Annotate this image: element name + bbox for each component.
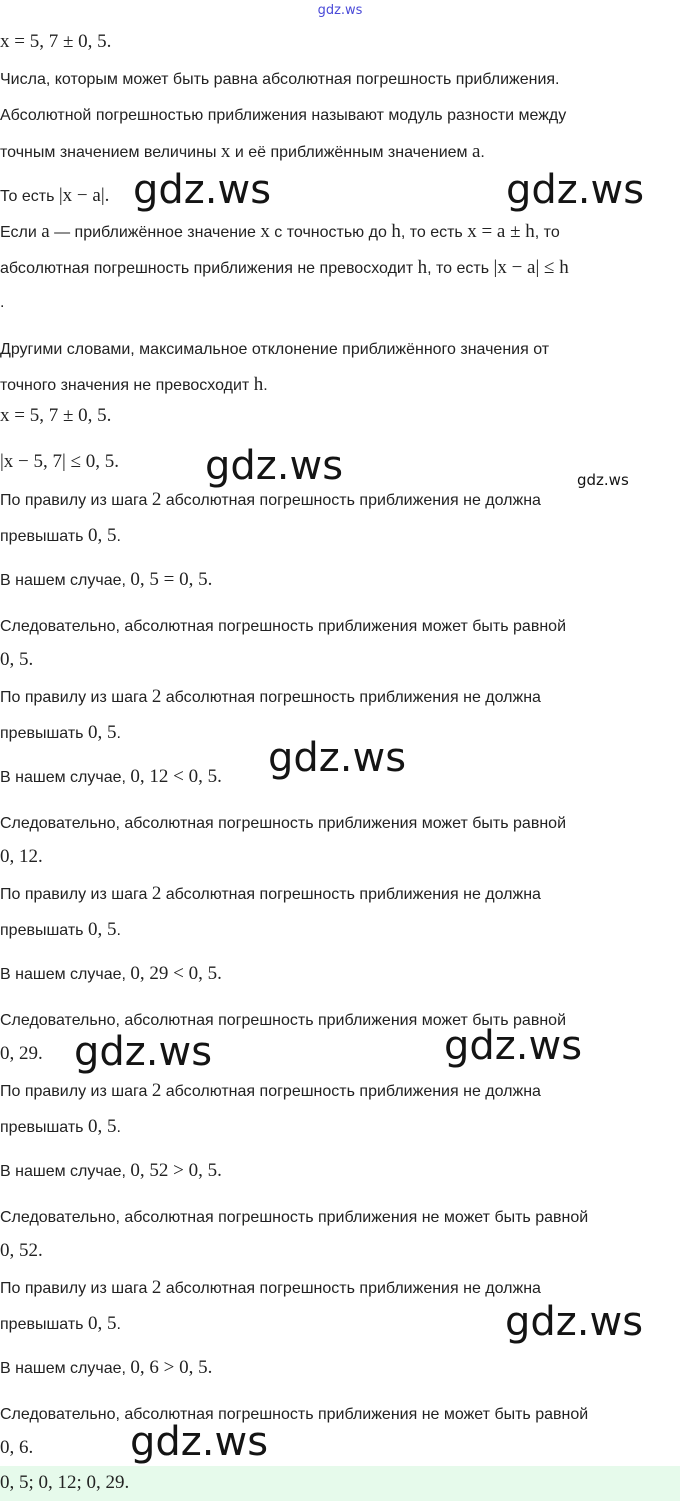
text: превышать [0,922,88,939]
var-x: x [220,141,231,162]
conclusion-value: 0, 5. [0,649,34,670]
rule-line [0,687,541,708]
text: . [116,528,121,545]
task-heading: Числа, которым может быть равна абсолютная погрешность приближения. [0,71,560,88]
comparison: 0, 12 < 0, 5. [130,766,222,787]
text: с точностью до [269,224,392,241]
var-h: h [417,257,428,278]
text: По правилу из шага [0,492,152,509]
text: . [116,1119,121,1136]
conclusion-value: 0, 52. [0,1240,43,1261]
answer-value: 0, 5; 0, 12; 0, 29. [0,1472,130,1493]
watermark: gdz.ws [506,167,645,213]
text: В нашем случае, [0,572,131,589]
comparison: 0, 5 = 0, 5. [130,569,213,590]
step-number: 2 [151,489,162,510]
text: По правилу из шага [0,689,152,706]
conclusion-line: Следовательно, абсолютная погрешность приближения может быть равной [0,815,566,832]
case-line [0,767,222,788]
definition-line-1: Абсолютной погрешностью приближения называют модуль разности между [0,107,567,124]
text: Если [0,224,42,241]
definition-line-2 [0,142,485,163]
watermark: gdz.ws [130,1419,269,1465]
given-expression: x = 5, 7 ± 0, 5. [0,405,112,426]
case-line [0,1161,222,1182]
conclusion-line: Следовательно, абсолютная погрешность приближения не может быть равной [0,1209,589,1226]
text: и её приближённым значением [230,144,472,161]
rule-line [0,490,541,511]
text: В нашем случае, [0,1360,131,1377]
text: . [263,377,268,394]
limit-value: 0, 5 [87,1116,117,1137]
watermark: gdz.ws [577,471,629,489]
exceed-line [0,526,121,547]
conclusion-value: 0, 29. [0,1043,43,1064]
watermark: gdz.ws [74,1029,213,1075]
var-x: x [260,221,270,242]
text: . [480,144,485,161]
rule-line [0,1081,541,1102]
text: абсолютная погрешность приближения не должна [161,886,541,903]
watermark: gdz.ws [505,1299,644,1345]
text: , то есть [400,224,468,241]
step-number: 2 [151,883,162,904]
abs-formula: |x − a|. [58,185,110,206]
text: превышать [0,725,88,742]
text: То есть [0,188,59,205]
comparison: 0, 6 > 0, 5. [130,1357,213,1378]
if-line [0,222,560,243]
var-a: a [41,221,50,242]
text: точного значения не превосходит [0,377,254,394]
abs-error-line [0,258,569,279]
other-words-line-1: Другими словами, максимальное отклонение приближённого значения от [0,341,550,358]
exceed-line [0,1314,121,1335]
case-line [0,964,222,985]
var-a: a [471,141,481,162]
text: превышать [0,1119,88,1136]
watermark: gdz.ws [133,167,272,213]
var-h: h [253,374,264,395]
other-words-line-2 [0,375,268,396]
rule-line [0,1278,541,1299]
watermark: gdz.ws [268,735,407,781]
text: , то есть [427,260,494,277]
text: По правилу из шага [0,1280,152,1297]
watermark: gdz.ws [444,1023,583,1069]
case-line [0,570,212,591]
text: . [116,725,121,742]
text: превышать [0,1316,88,1333]
comparison: 0, 29 < 0, 5. [130,963,222,984]
text: По правилу из шага [0,886,152,903]
text: абсолютная погрешность приближения не должна [161,689,541,706]
conclusion-value: 0, 12. [0,846,43,867]
conclusion-line: Следовательно, абсолютная погрешность приближения может быть равной [0,618,566,635]
exceed-line [0,1117,121,1138]
step-number: 2 [151,686,162,707]
text: . [116,1316,121,1333]
formula: x = a ± h [467,221,535,242]
text: превышать [0,528,88,545]
text: В нашем случае, [0,966,131,983]
text: В нашем случае, [0,769,131,786]
text: , то [534,224,560,241]
text: абсолютная погрешность приближения не должна [161,492,541,509]
watermark: gdz.ws [205,443,344,489]
text: точным значением величины [0,144,221,161]
given-expression: x = 5, 7 ± 0, 5. [0,31,112,52]
exceed-line [0,920,121,941]
text: абсолютная погрешность приближения не превосходит [0,260,418,277]
limit-value: 0, 5 [87,722,117,743]
conclusion-line: Следовательно, абсолютная погрешность приближения не может быть равной [0,1406,589,1423]
text: По правилу из шага [0,1083,152,1100]
var-h: h [391,221,401,242]
step-number: 2 [151,1277,162,1298]
text: — приближённое значение [49,224,261,241]
exceed-line [0,723,121,744]
watermark-top: gdz.ws [317,3,363,18]
comparison: 0, 52 > 0, 5. [130,1160,222,1181]
conclusion-line: Следовательно, абсолютная погрешность приближения может быть равной [0,1012,566,1029]
text: В нашем случае, [0,1163,131,1180]
rule-line [0,884,541,905]
step-number: 2 [151,1080,162,1101]
formula: |x − a| ≤ h [493,257,569,278]
limit-value: 0, 5 [87,1313,117,1334]
text: абсолютная погрешность приближения не должна [161,1280,541,1297]
conclusion-value: 0, 6. [0,1437,34,1458]
text: абсолютная погрешность приближения не должна [161,1083,541,1100]
inequality: |x − 5, 7| ≤ 0, 5. [0,451,120,472]
text: . [116,922,121,939]
limit-value: 0, 5 [87,525,117,546]
limit-value: 0, 5 [87,919,117,940]
case-line [0,1358,212,1379]
that-is-line [0,186,109,207]
period: . [0,294,5,311]
